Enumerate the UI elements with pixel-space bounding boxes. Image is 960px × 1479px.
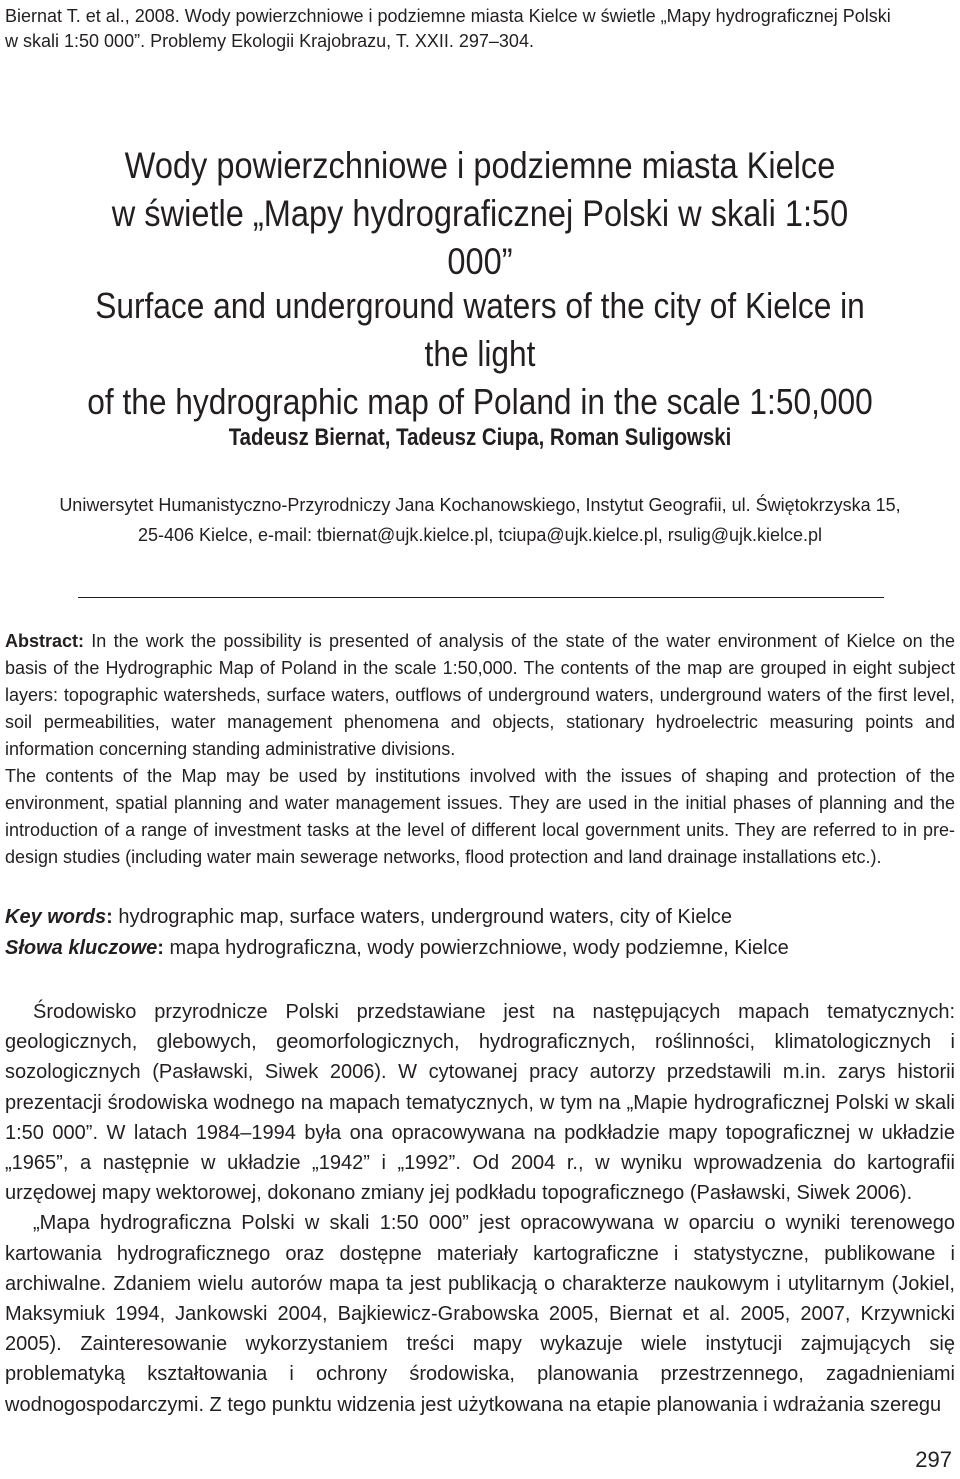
abstract (5, 628, 955, 871)
keywords (5, 902, 955, 964)
title-polish-line-2: w świetle „Mapy hydrograficznej Polski w skali 1:50 000” (111, 193, 849, 282)
keywords-english-colon: : (106, 906, 113, 928)
keywords-english-text: hydrographic map, surface waters, underground waters, city of Kielce (112, 906, 733, 928)
keywords-polish-text: mapa hydrograficzna, wody powierzchniowe, wody podziemne, Kielce (163, 937, 789, 959)
abstract-paragraph-1 (5, 628, 955, 763)
title-polish-line-1: Wody powierzchniowe i podziemne miasta Kielce (124, 145, 836, 186)
body-paragraph-2: „Mapa hydrograficzna Polski w skali 1:50 000” jest opracowywana w oparciu o wyniki terenowego kartowania hydrograficznego oraz dostępne materiały kartograficzne i statystyczne, publikowane i archiwalne. Zdaniem wielu autorów mapa ta jest publikacją o charakterze naukowym i utylitarnym (Jokiel, Maksymiuk 1994, Jankowski 2004, Bajkiewicz-Grabowska 2005, Biernat et al. 2005, 2007, Krzywnicki 2005). Zainteresowanie wykorzystaniem treści mapy wykazuje wiele instytucji zajmujących się problematyką kształtowania i ochrony środowiska, planowania przestrzennego, zagadnieniami wodnogospodarczymi. Z tego punktu widzenia jest użytkowana na etapie planowania i wdrażania szeregu (5, 1212, 955, 1416)
title-english (75, 282, 885, 426)
keywords-polish-label: Słowa kluczowe (5, 937, 158, 959)
abstract-paragraph-2: The contents of the Map may be used by institutions involved with the issues of shaping and protection of the environment, spatial planning and water management issues. They are used in the initial phases of planning and the introduction of a range of investment tasks at the level of different local government units. They are referred to in pre-design studies (including water main sewerage networks, flood protection and land drainage installations etc.). (5, 766, 955, 867)
affiliation (20, 490, 940, 550)
affiliation-line-1: Uniwersytet Humanistyczno-Przyrodniczy Jana Kochanowskiego, Instytut Geografii, ul. Świętokrzyska 15, (59, 495, 901, 515)
body-paragraph-1: Środowisko przyrodnicze Polski przedstawiane jest na następujących mapach tematycznych: geologicznych, glebowych, geomorfologicznych, hydrograficznych, roślinności, klimatologicznych i sozologicznych (Pasławski, Siwek 2006). W cytowanej pracy autorzy przedstawili m.in. zarys historii prezentacji środowiska wodnego na mapach tematycznych, w tym na „Mapie hydrograficznej Polski w skali 1:50 000”. W latach 1984–1994 była ona opracowywana na podkładzie mapy topograficznej w układzie „1965”, a następnie w układzie „1942” i „1992”. Od 2004 r., w wyniku wprowadzenia do kartografii urzędowej mapy wektorowej, dokonano zmiany jej podkładu topograficznego (Pasławski, Siwek 2006). (5, 1001, 955, 1205)
keywords-polish (5, 933, 955, 964)
title-polish (93, 142, 867, 286)
affiliation-line-2: 25-406 Kielce, e-mail: tbiernat@ujk.kielce.pl, tciupa@ujk.kielce.pl, rsulig@ujk.kielce.pl (137, 525, 823, 545)
citation: Biernat T. et al., 2008. Wody powierzchniowe i podziemne miasta Kielce w świetle „Mapy hydrograficznej Polski w skali 1:50 000”. Problemy Ekologii Krajobrazu, T. XXII. 297–304. (5, 6, 891, 51)
keywords-english (5, 902, 955, 933)
abstract-label: Abstract: (5, 631, 85, 651)
body-text (5, 997, 955, 1420)
authors: Tadeusz Biernat, Tadeusz Ciupa, Roman Suligowski (228, 424, 732, 451)
keywords-polish-colon: : (157, 937, 164, 959)
title-english-line-1: Surface and underground waters of the city of Kielce in the light (95, 285, 865, 374)
page-number: 297 (915, 1447, 952, 1472)
separator-rule (78, 597, 884, 598)
keywords-english-label: Key words (5, 906, 107, 928)
abstract-text-1: In the work the possibility is presented of analysis of the state of the water environment of Kielce on the basis of the Hydrographic Map of Poland in the scale 1:50,000. The contents of the map are grouped in eight subject layers: topographic watersheds, surface waters, outflows of underground waters, underground waters of the first level, soil permeabilities, water management phenomena and objects, stationary hydroelectric measuring points and information concerning standing administrative divisions. (5, 631, 955, 759)
title-english-line-2: of the hydrographic map of Poland in the scale 1:50,000 (87, 381, 873, 422)
